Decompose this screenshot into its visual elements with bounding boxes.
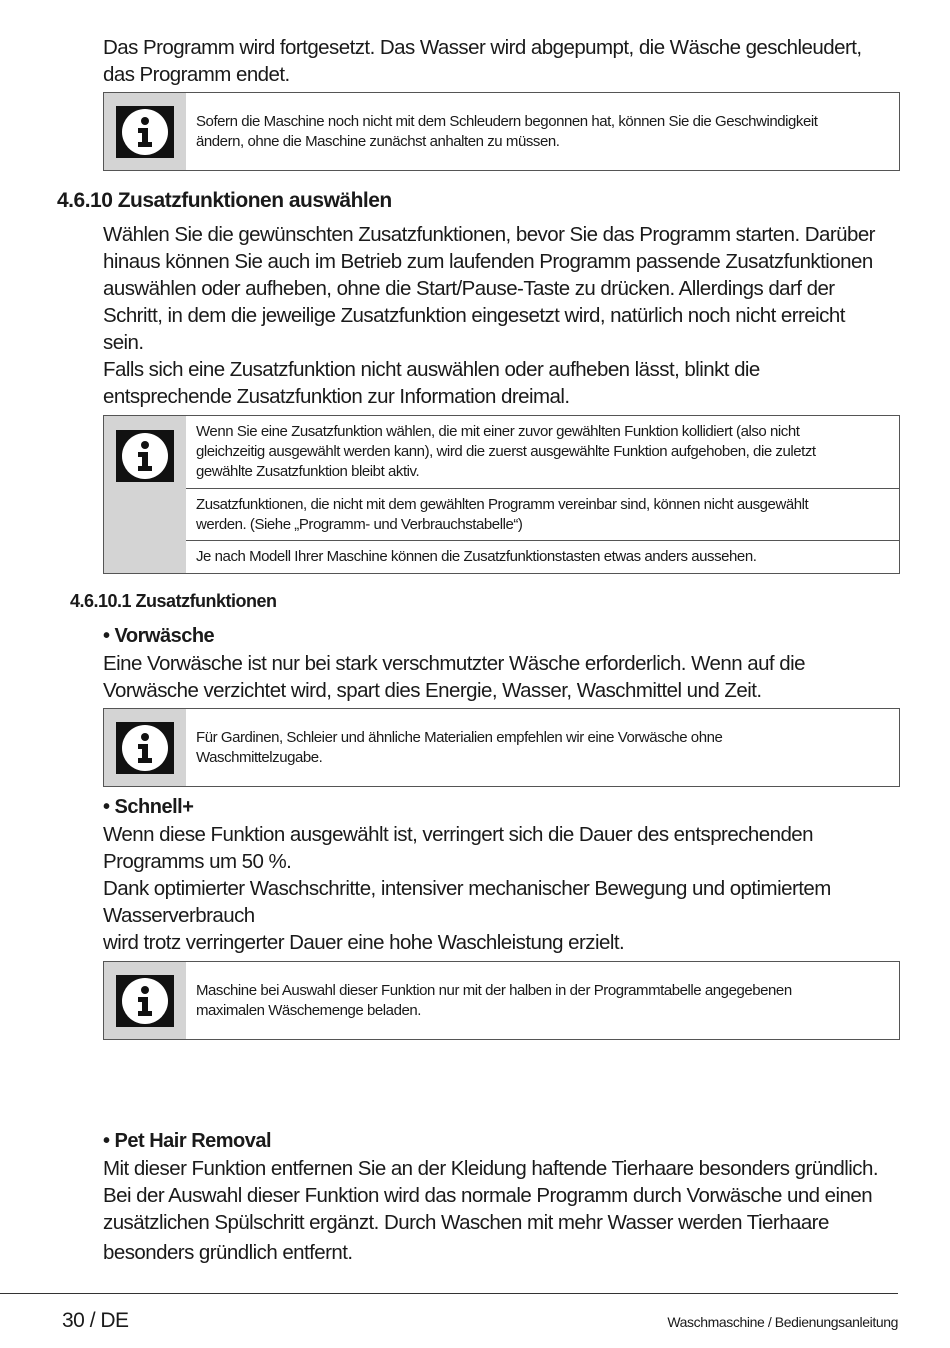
paragraph-line: Falls sich eine Zusatzfunktion nicht auswählen oder aufheben lässt, blinkt die (103, 358, 760, 381)
paragraph-line: Wenn diese Funktion ausgewählt ist, verringert sich die Dauer des entsprechenden (103, 823, 813, 846)
note-text: Für Gardinen, Schleier und ähnliche Materialien empfehlen wir eine Vorwäsche ohne (196, 728, 723, 746)
note-text: ändern, ohne die Maschine zunächst anhalten zu müssen. (196, 132, 560, 150)
pethair-paragraph (103, 1155, 903, 1266)
paragraph-line: Bei der Auswahl dieser Funktion wird das normale Programm durch Vorwäsche und einen (103, 1184, 873, 1207)
intro-paragraph (103, 34, 903, 88)
paragraph-line: Vorwäsche verzichtet wird, spart dies Energie, Wasser, Waschmittel und Zeit. (103, 679, 762, 702)
note-text: werden. (Siehe „Programm- und Verbrauchstabelle“) (196, 515, 523, 533)
quick-paragraph (103, 821, 903, 956)
note-text: Wenn Sie eine Zusatzfunktion wählen, die mit einer zuvor gewählten Funktion kollidiert (also nicht (196, 423, 800, 440)
note-text: maximalen Wäschemenge beladen. (196, 1001, 421, 1019)
info-note-prewash (103, 708, 900, 787)
section-paragraph (103, 221, 903, 410)
pethair-heading: • Pet Hair Removal (103, 1130, 272, 1152)
prewash-paragraph (103, 650, 903, 704)
info-icon (116, 722, 174, 774)
info-icon-cell (104, 416, 186, 573)
intro-line: das Programm endet. (103, 63, 290, 86)
paragraph-line: Mit dieser Funktion entfernen Sie an der Kleidung haftende Tierhaare besonders gründlich. (103, 1157, 878, 1180)
note-text: Zusatzfunktionen, die nicht mit dem gewählten Programm vereinbar sind, können nicht ausgewählt (196, 495, 809, 513)
paragraph-line: wird trotz verringerter Dauer eine hohe Waschleistung erzielt. (103, 931, 625, 954)
note-row (186, 540, 899, 573)
paragraph-line: Eine Vorwäsche ist nur bei stark verschmutzter Wäsche erforderlich. Wenn auf die (103, 652, 805, 675)
note-row (186, 93, 899, 170)
footer-divider (0, 1293, 898, 1294)
footer-title: Waschmaschine / Bedienungsanleitung (667, 1314, 898, 1330)
note-text: Maschine bei Auswahl dieser Funktion nur mit der halben in der Programmtabelle angegebenen (196, 981, 792, 999)
prewash-heading: • Vorwäsche (103, 625, 215, 647)
note-text: Sofern die Maschine noch nicht mit dem Schleudern begonnen hat, können Sie die Geschwindigkeit (196, 112, 818, 130)
info-icon (116, 975, 174, 1027)
info-note-functions (103, 415, 900, 574)
info-note-quick (103, 961, 900, 1040)
paragraph-line: Schritt, in dem die jeweilige Zusatzfunktion eingesetzt wird, natürlich noch nicht erreicht (103, 304, 845, 327)
paragraph-line: zusätzlichen Spülschritt ergänzt. Durch Waschen mit mehr Wasser werden Tierhaare (103, 1211, 829, 1234)
note-text: gleichzeitig ausgewählt werden kann), wird die zuerst ausgewählte Funktion aufgehoben, die zuletzt (196, 443, 816, 460)
info-icon (116, 106, 174, 158)
note-text: Je nach Modell Ihrer Maschine können die Zusatzfunktionstasten etwas anders aussehen. (196, 548, 757, 565)
paragraph-line: hinaus können Sie auch im Betrieb zum laufenden Programm passende Zusatzfunktionen (103, 250, 873, 273)
paragraph-line: Wasserverbrauch (103, 904, 255, 927)
section-heading: 4.6.10 Zusatzfunktionen auswählen (57, 189, 392, 212)
note-text: Waschmittelzugabe. (196, 748, 323, 766)
paragraph-line: besonders gründlich entfernt. (103, 1241, 353, 1264)
paragraph-line: sein. (103, 331, 144, 354)
info-icon-cell (104, 93, 186, 170)
info-icon-cell (104, 962, 186, 1039)
paragraph-line: Wählen Sie die gewünschten Zusatzfunktionen, bevor Sie das Programm starten. Darüber (103, 223, 875, 246)
paragraph-line: entsprechende Zusatzfunktion zur Information dreimal. (103, 385, 570, 408)
note-row (186, 416, 899, 488)
info-icon (116, 430, 174, 482)
quick-heading: • Schnell+ (103, 796, 194, 818)
note-row (186, 962, 899, 1039)
intro-line: Das Programm wird fortgesetzt. Das Wasser wird abgepumpt, die Wäsche geschleudert, (103, 36, 862, 59)
paragraph-line: Dank optimierter Waschschritte, intensiver mechanischer Bewegung und optimiertem (103, 877, 831, 900)
info-icon-cell (104, 709, 186, 786)
page-number: 30 / DE (62, 1309, 129, 1332)
note-row (186, 488, 899, 540)
note-row (186, 709, 899, 786)
paragraph-line: Programms um 50 %. (103, 850, 292, 873)
note-text: gewählte Zusatzfunktion bleibt aktiv. (196, 463, 420, 480)
subsection-heading: 4.6.10.1 Zusatzfunktionen (70, 591, 277, 611)
info-note-speed (103, 92, 900, 171)
paragraph-line: auswählen oder aufheben, ohne die Start/Pause-Taste zu drücken. Allerdings darf der (103, 277, 835, 300)
